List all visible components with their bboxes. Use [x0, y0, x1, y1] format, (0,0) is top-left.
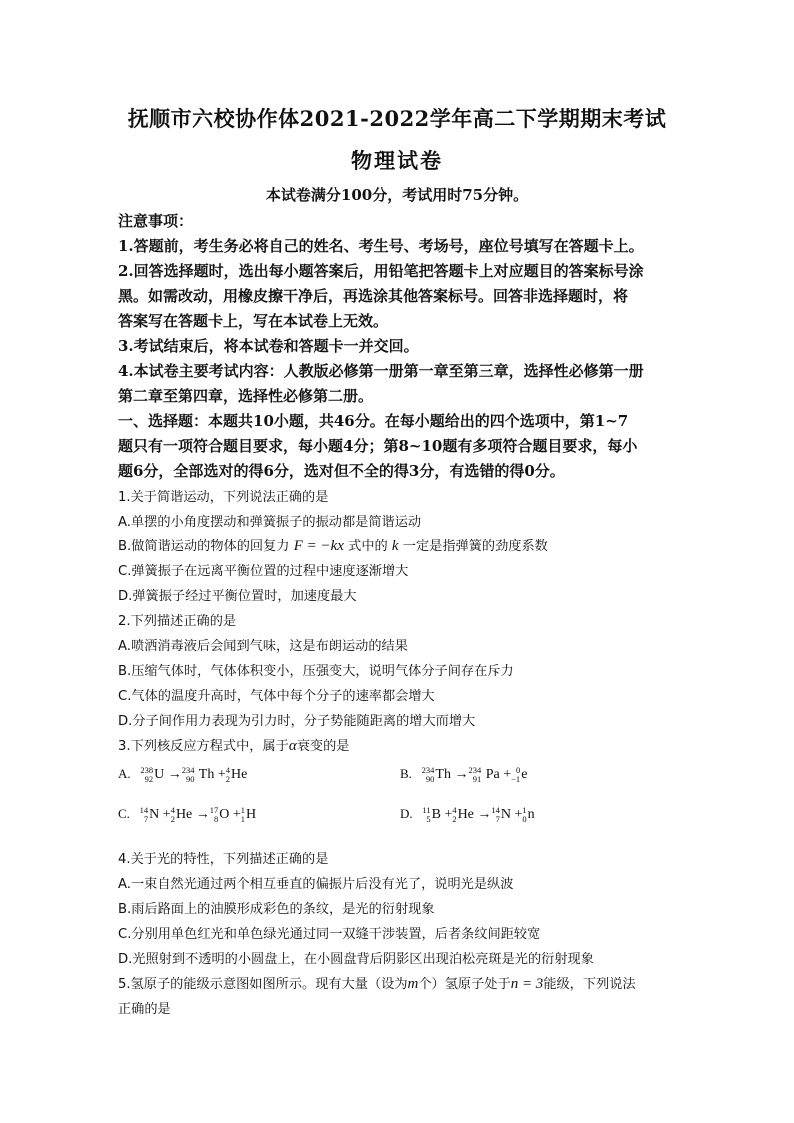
equation: 14 7 N + 4 2 He → 17 8 O + 1 1 H [139, 805, 257, 824]
section-heading: 一、选择题：本题共10小题，共46分。在每小题给出的四个选项中，第1~7 [118, 412, 629, 430]
notice-line: 答案写在答题卡上，写在本试卷上无效。 [118, 312, 389, 330]
option-label: C. [118, 806, 130, 822]
stem-text: 衰变的是 [296, 739, 350, 754]
equation: 238 92 U → 234 90 Th + 4 2 He [140, 765, 248, 784]
notice-line: 3.考试结束后，将本试卷和答题卡一并交回。 [118, 337, 419, 355]
stem-text: 3.下列核反应方程式中，属于 [118, 739, 289, 754]
exam-info: 本试卷满分100分，考试用时75分钟。 [265, 186, 529, 204]
notice-line: 黑。如需改动，用橡皮擦干净后，再选涂其他答案标号。回答非选择题时，将 [118, 287, 629, 305]
option-label: A. [118, 766, 131, 782]
option-c: C.分别用单色红光和单色绿光通过同一双缝干涉装置，后者条纹间距较宽 [118, 927, 541, 942]
option-a: A.喷洒消毒液后会闻到气味，这是布朗运动的结果 [118, 639, 408, 654]
notice-heading: 注意事项： [118, 212, 194, 230]
symbol-alpha: α [288, 738, 297, 754]
question-stem: 2.下列描述正确的是 [118, 614, 237, 629]
equation: 234 90 Th → 234 91 Pa + 0 −1 e [421, 765, 528, 784]
section-text: 题6分，全部选对的得6分，选对但不全的得3分，有选错的得0分。 [118, 462, 565, 480]
notice-line: 2.回答选择题时，选出每小题答案后，用铅笔把答题卡上对应题目的答案标号涂 [118, 262, 644, 280]
notice-line: 4.本试卷主要考试内容：人教版必修第一册第一章至第三章，选择性必修第一册 [118, 362, 644, 380]
option-d: D.光照射到不透明的小圆盘上，在小圆盘背后阴影区出现泊松亮斑是光的衍射现象 [118, 952, 594, 967]
symbol-m: m [407, 976, 419, 992]
stem-text: 5.氢原子的能级示意图如图所示。现有大量（设为 [118, 977, 408, 992]
option-b-text: 式中的 [348, 539, 388, 554]
option-d: D.分子间作用力表现为引力时，分子势能随距离的增大而增大 [118, 714, 476, 729]
question-stem: 1.关于简谐运动，下列说法正确的是 [118, 490, 329, 505]
option-c [118, 806, 256, 824]
option-b [118, 535, 678, 555]
option-b-text: 一定是指弹簧的劲度系数 [402, 539, 548, 554]
stem-text: 能级，下列说法 [543, 977, 636, 992]
option-d: D.弹簧振子经过平衡位置时，加速度最大 [118, 589, 357, 604]
question-stem [118, 735, 678, 755]
question-stem [118, 973, 678, 993]
option-b: B.雨后路面上的油膜形成彩色的条纹，是光的衍射现象 [118, 902, 435, 917]
equation: 11 5 B + 4 2 He → 14 7 N + 1 0 n [422, 805, 535, 824]
exam-subtitle: 物理试卷 [351, 148, 443, 173]
option-label: B. [400, 766, 412, 782]
stem-text: 个）氢原子处于 [418, 977, 511, 992]
option-a: A.单摆的小角度摆动和弹簧振子的振动都是简谐运动 [118, 515, 422, 530]
formula: F = −kx [293, 538, 344, 554]
option-b: B.压缩气体时，气体体积变小，压强变大，说明气体分子间存在斥力 [118, 664, 514, 679]
question-stem: 4.关于光的特性，下列描述正确的是 [118, 852, 329, 867]
notice-line: 1.答题前，考生务必将自己的姓名、考生号、考场号，座位号填写在答题卡上。 [118, 237, 644, 255]
option-b-text: B.做简谐运动的物体的回复力 [118, 539, 290, 554]
option-c: C.气体的温度升高时，气体中每个分子的速率都会增大 [118, 689, 435, 704]
option-b [400, 766, 527, 784]
symbol-k: k [391, 538, 399, 554]
exam-title: 抚顺市六校协作体2021-2022学年高二下学期期末考试 [127, 106, 667, 131]
symbol-n: n = 3 [510, 976, 544, 992]
notice-line: 第二章至第四章，选择性必修第二册。 [118, 387, 374, 405]
option-label: D. [400, 806, 413, 822]
option-a: A.一束自然光通过两个相互垂直的偏振片后没有光了，说明光是纵波 [118, 877, 514, 892]
question-stem-cont: 正确的是 [118, 1002, 171, 1017]
section-text: 题只有一项符合题目要求，每小题4分；第8~10题有多项符合题目要求，每小 [118, 437, 638, 455]
option-d [400, 806, 535, 824]
option-c: C.弹簧振子在远离平衡位置的过程中速度逐渐增大 [118, 564, 409, 579]
option-a [118, 766, 247, 784]
